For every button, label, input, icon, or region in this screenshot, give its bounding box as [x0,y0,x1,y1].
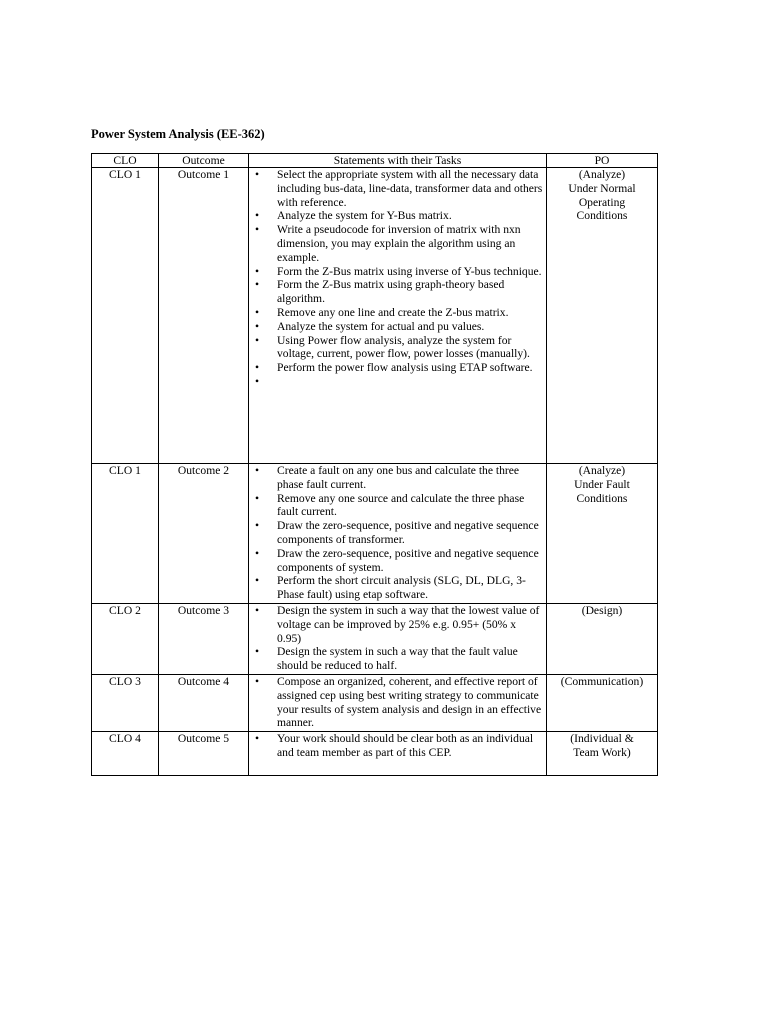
task-list [252,168,543,389]
po-line: Team Work) [573,745,631,759]
po-line: Conditions [576,209,628,223]
po-cell [547,168,658,464]
task-item: • Remove any one line and create the Z-bus matrix. [277,306,543,320]
po-line: Conditions [576,491,628,505]
task-item: • Analyze the system for actual and pu values. [277,320,543,334]
tasks-cell [249,604,547,675]
po-cell [547,604,658,675]
outcome-cell: Outcome 5 [159,732,249,776]
task-item: • Form the Z-Bus matrix using graph-theory based algorithm. [277,278,543,306]
task-item: • Compose an organized, coherent, and effective report of assigned cep using best writing strategy to communicate your results of system analysis and design in an effective manner. [277,675,543,730]
task-list [252,464,543,602]
clo-cell: CLO 3 [92,674,159,731]
task-item-empty [277,375,543,389]
task-list [252,675,543,730]
task-item: • Analyze the system for Y-Bus matrix. [277,209,543,223]
task-item: • Design the system in such a way that the lowest value of voltage can be improved by 25% e.g. 0.95+ (50% x 0.95) [277,604,543,645]
table-row [92,732,658,776]
task-item: • Design the system in such a way that the fault value should be reduced to half. [277,645,543,673]
po-line: (Communication) [560,674,644,688]
task-item: • Create a fault on any one bus and calculate the three phase fault current. [277,464,543,492]
task-item: • Draw the zero-sequence, positive and negative sequence components of system. [277,547,543,575]
task-item: • Your work should should be clear both as an individual and team member as part of this CEP. [277,732,543,760]
task-item: • Form the Z-Bus matrix using inverse of Y-bus technique. [277,265,543,279]
header-po: PO [547,154,658,168]
outcome-cell: Outcome 3 [159,604,249,675]
po-line: Under Normal [568,181,636,195]
table-header-row [92,154,658,168]
po-line: Operating [578,195,626,209]
tasks-cell [249,168,547,464]
po-line: (Individual & [570,732,634,746]
po-cell [547,464,658,604]
po-line: (Analyze) [578,464,626,477]
header-outcome: Outcome [159,154,249,168]
po-cell [547,674,658,731]
clo-cell: CLO 2 [92,604,159,675]
document-title: Power System Analysis (EE-362) [91,127,265,141]
table-row [92,168,658,464]
task-item: • Select the appropriate system with all the necessary data including bus-data, line-data, transformer data and others with reference. [277,168,543,209]
table-row [92,464,658,604]
table-row [92,674,658,731]
po-cell [547,732,658,776]
table-row [92,604,658,675]
po-line: (Analyze) [578,168,626,181]
task-item: • Perform the short circuit analysis (SLG, DL, DLG, 3-Phase fault) using etap software. [277,574,543,602]
clo-cell: CLO 1 [92,464,159,604]
header-clo: CLO [92,154,159,168]
task-list [252,732,543,760]
outcome-cell: Outcome 4 [159,674,249,731]
task-item: • Remove any one source and calculate the three phase fault current. [277,492,543,520]
header-statements: Statements with their Tasks [249,154,547,168]
outcome-cell: Outcome 1 [159,168,249,464]
tasks-cell [249,732,547,776]
task-item: • Using Power flow analysis, analyze the system for voltage, current, power flow, power losses (manually). [277,334,543,362]
tasks-cell [249,674,547,731]
tasks-cell [249,464,547,604]
po-line: (Design) [581,604,623,617]
clo-cell: CLO 1 [92,168,159,464]
clo-table [91,153,658,776]
outcome-cell: Outcome 2 [159,464,249,604]
task-item: • Perform the power flow analysis using ETAP software. [277,361,543,375]
task-list [252,604,543,673]
po-line: Under Fault [574,477,630,491]
clo-cell: CLO 4 [92,732,159,776]
task-item: • Draw the zero-sequence, positive and negative sequence components of transformer. [277,519,543,547]
task-item: • Write a pseudocode for inversion of matrix with nxn dimension, you may explain the algorithm using an example. [277,223,543,264]
